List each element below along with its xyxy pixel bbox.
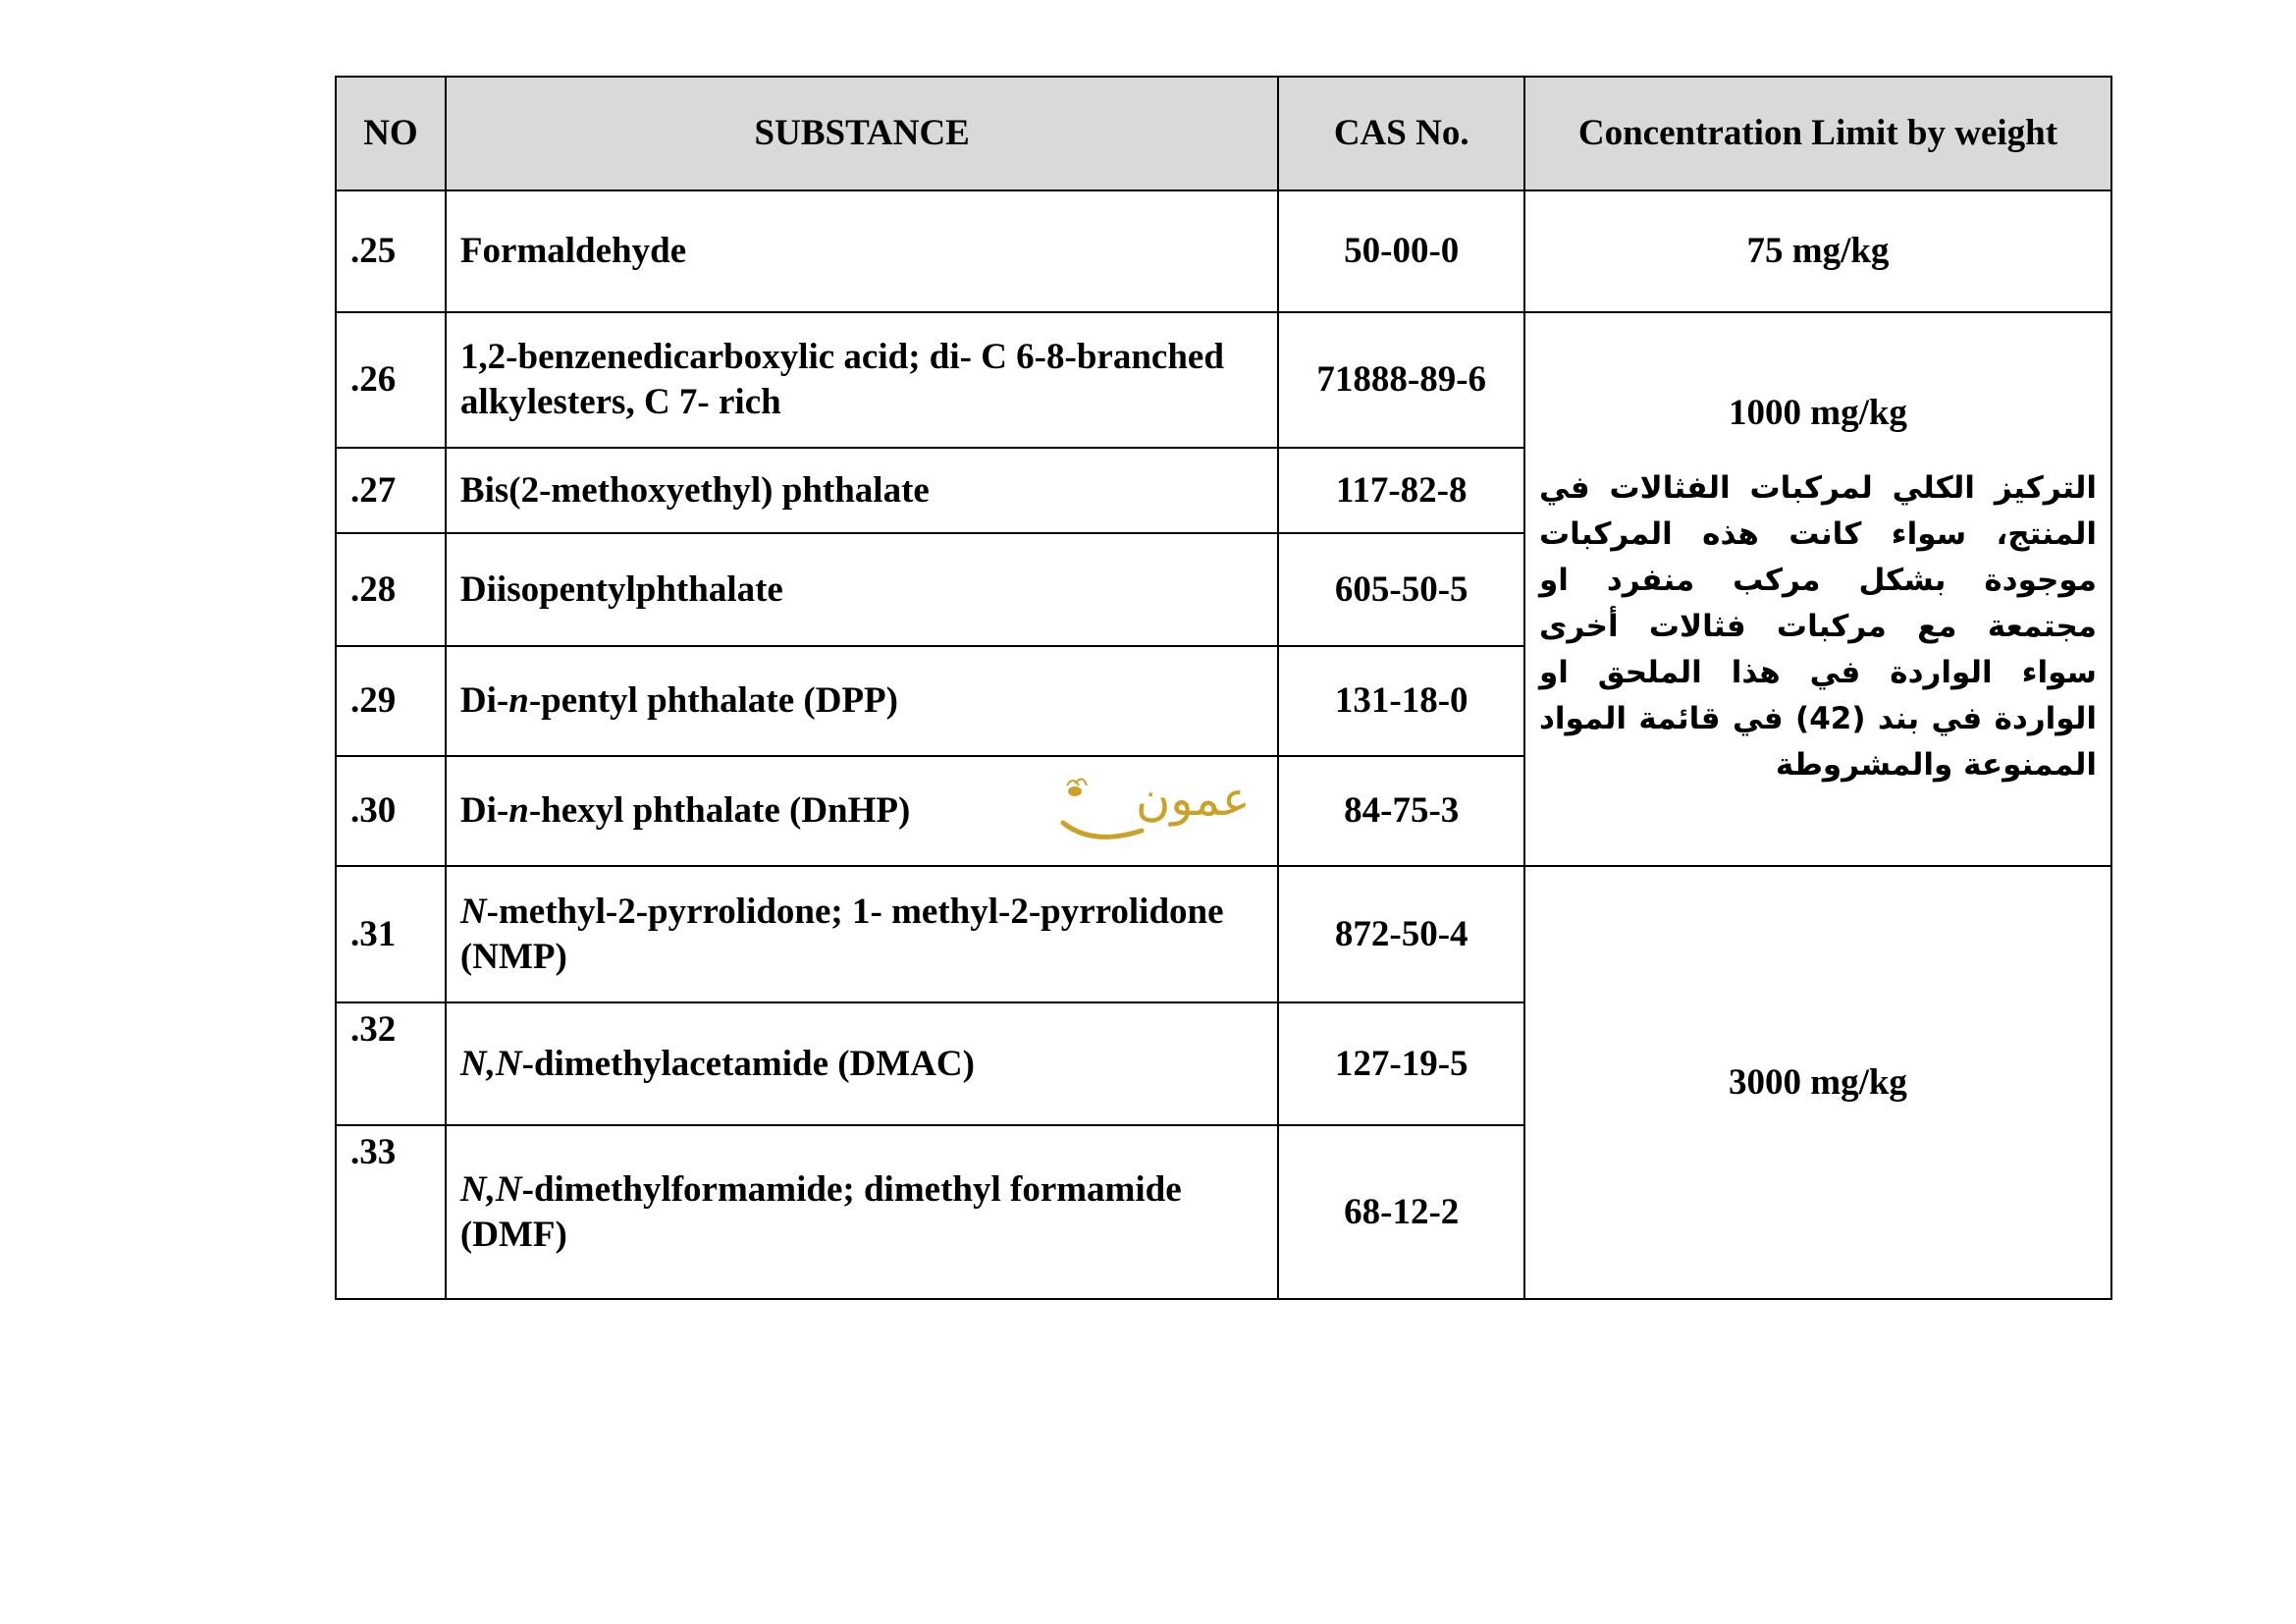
header-substance: SUBSTANCE: [446, 77, 1279, 190]
header-cas: CAS No.: [1278, 77, 1524, 190]
substance-italic: n: [508, 680, 529, 721]
substance-name: 1,2-benzenedicarboxylic acid; di- C 6-8-branched alkylesters, C 7- rich: [446, 312, 1279, 448]
substance-name: Diisopentylphthalate: [446, 533, 1279, 646]
row-number: .30: [336, 756, 446, 866]
header-no: NO: [336, 77, 446, 190]
watermark-logo: [1053, 772, 1250, 850]
substance-table: [335, 76, 2112, 1300]
watermark-text: عمون: [1136, 772, 1251, 827]
row-number: .26: [336, 312, 446, 448]
concentration-limit: 1000 mg/kg: [1729, 392, 1907, 433]
cas-number: 127-19-5: [1278, 1002, 1524, 1125]
row-number: .33: [336, 1125, 446, 1299]
phthalates-concentration-cell: [1524, 312, 2111, 866]
cas-number: 117-82-8: [1278, 448, 1524, 533]
concentration-limit: 75 mg/kg: [1524, 190, 2111, 312]
cas-number: 68-12-2: [1278, 1125, 1524, 1299]
substance-suffix: -dimethylformamide; dimethyl formamide (DMF): [459, 1168, 1182, 1255]
substance-name: [446, 756, 1279, 866]
cas-number: 50-00-0: [1278, 190, 1524, 312]
substance-name: [446, 646, 1279, 756]
substance-name: [446, 1125, 1279, 1299]
row-number: .29: [336, 646, 446, 756]
substance-wrapper: [459, 772, 1264, 834]
row-number: .28: [336, 533, 446, 646]
row-number: .25: [336, 190, 446, 312]
substance-suffix: -pentyl phthalate (DPP): [528, 680, 898, 721]
cas-number: 84-75-3: [1278, 756, 1524, 866]
substance-suffix: -hexyl phthalate (DnHP): [528, 790, 911, 831]
table-header-row: [336, 77, 2111, 190]
cas-number: 131-18-0: [1278, 646, 1524, 756]
substance-name: Bis(2-methoxyethyl) phthalate: [446, 448, 1279, 533]
table-row: [336, 866, 2111, 1002]
substance-italic: N: [459, 891, 487, 932]
substance-suffix: -methyl-2-pyrrolidone; 1- methyl-2-pyrrolidone (NMP): [459, 891, 1224, 977]
substance-italic: n: [508, 790, 529, 831]
cas-number: 872-50-4: [1278, 866, 1524, 1002]
cas-number: 605-50-5: [1278, 533, 1524, 646]
substance-prefix: Di-: [459, 790, 509, 831]
header-concentration: Concentration Limit by weight: [1524, 77, 2111, 190]
substance-italic: N,N: [459, 1043, 522, 1084]
concentration-limit: 3000 mg/kg: [1524, 866, 2111, 1299]
table-row: [336, 190, 2111, 312]
phthalates-note: التركيز الكلي لمركبات الفثالات في المنتج، سواء كانت هذه المركبات موجودة بشكل مركب منفرد او مجتمعة مع مركبات فثالات أخرى سواء الواردة في هذا الملحق او الواردة في بند (42) في قائمة المواد الممنوعة والمشروطة: [1538, 469, 2097, 783]
row-number: .32: [336, 1002, 446, 1125]
substance-prefix: Di-: [459, 680, 509, 721]
substance-italic: N,N: [459, 1168, 522, 1210]
table-row: [336, 312, 2111, 448]
cas-number: 71888-89-6: [1278, 312, 1524, 448]
substance-name: [446, 1002, 1279, 1125]
substance-suffix: -dimethylacetamide (DMAC): [521, 1043, 975, 1084]
row-number: .31: [336, 866, 446, 1002]
substance-name: Formaldehyde: [446, 190, 1279, 312]
substance-name: [446, 866, 1279, 1002]
row-number: .27: [336, 448, 446, 533]
